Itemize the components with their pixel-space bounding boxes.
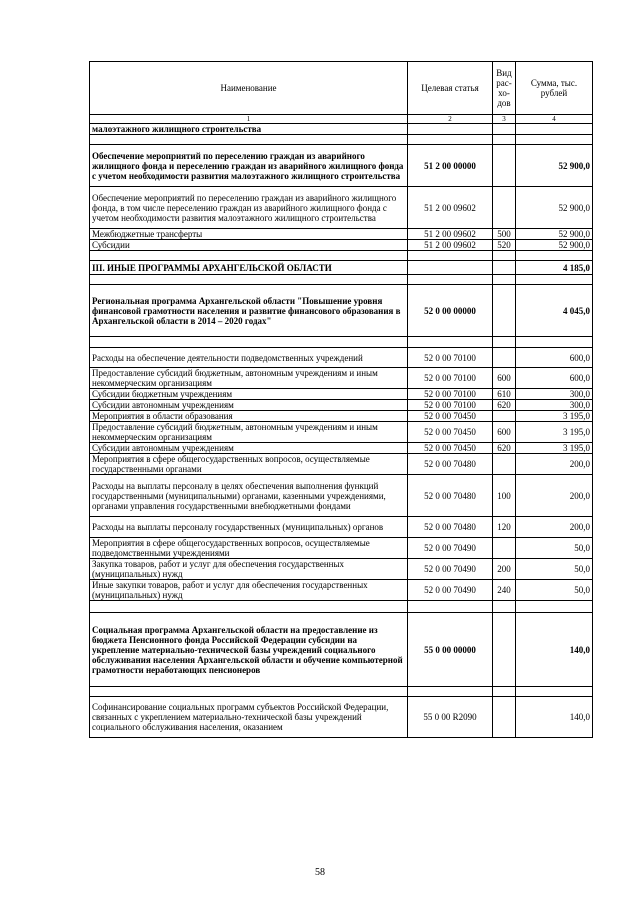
row-kind-cell — [493, 687, 516, 697]
table-row — [90, 348, 593, 368]
row-code-cell — [408, 261, 493, 275]
row-sum-cell: 200,0 — [516, 475, 593, 517]
row-sum-cell: 3 195,0 — [516, 411, 593, 422]
row-name-cell: Расходы на выплаты персоналу в целях обеспечения выполнения функций государственными (муниципальными) органами, казенными учреждениями, органами управления государственными внебюджетными фондами — [90, 475, 408, 517]
row-name-cell — [90, 135, 408, 145]
row-code-cell: 52 0 00 70100 — [408, 389, 493, 400]
row-sum-cell: 140,0 — [516, 697, 593, 738]
budget-table — [89, 61, 593, 738]
row-name-cell: Обеспечение мероприятий по переселению граждан из аварийного жилищного фонда, в том числе переселению граждан из аварийного жилищного фонда с учетом необходимости развития малоэтажного жилищного строительства — [90, 187, 408, 229]
row-code-cell — [408, 135, 493, 145]
table-row — [90, 261, 593, 275]
row-code-cell: 51 2 00 09602 — [408, 187, 493, 229]
table-row — [90, 697, 593, 738]
table-row — [90, 368, 593, 389]
row-kind-cell — [493, 337, 516, 348]
table-row — [90, 580, 593, 601]
row-sum-cell: 140,0 — [516, 613, 593, 687]
column-number-row — [90, 115, 593, 124]
column-number: 2 — [408, 115, 493, 124]
header-sum: Сумма, тыс. рублей — [516, 62, 593, 115]
row-name-cell: Расходы на обеспечение деятельности подведомственных учреждений — [90, 348, 408, 368]
row-kind-cell: 620 — [493, 443, 516, 454]
row-code-cell: 52 0 00 70450 — [408, 443, 493, 454]
row-kind-cell — [493, 187, 516, 229]
row-sum-cell — [516, 337, 593, 348]
row-sum-cell — [516, 601, 593, 613]
row-sum-cell: 52 900,0 — [516, 187, 593, 229]
row-name-cell: Субсидии автономным учреждениям — [90, 443, 408, 454]
header-row — [90, 62, 593, 115]
row-sum-cell: 300,0 — [516, 389, 593, 400]
row-name-cell: Региональная программа Архангельской области "Повышение уровня финансовой грамотности населения и развитие финансового образования в Архангельской области в 2014 – 2020 годах" — [90, 285, 408, 337]
row-kind-cell — [493, 261, 516, 275]
row-sum-cell: 600,0 — [516, 348, 593, 368]
column-number: 4 — [516, 115, 593, 124]
header-name: Наименование — [90, 62, 408, 115]
row-sum-cell: 200,0 — [516, 454, 593, 475]
row-kind-cell — [493, 613, 516, 687]
table-row — [90, 687, 593, 697]
row-sum-cell: 52 900,0 — [516, 229, 593, 240]
row-name-cell — [90, 687, 408, 697]
row-sum-cell: 4 045,0 — [516, 285, 593, 337]
table-row — [90, 251, 593, 261]
row-code-cell — [408, 687, 493, 697]
row-sum-cell — [516, 251, 593, 261]
row-code-cell — [408, 275, 493, 285]
row-name-cell: Обеспечение мероприятий по переселению граждан из аварийного жилищного фонда и переселению граждан из аварийного жилищного фонда с учетом необходимости развития малоэтажного жилищного строительства — [90, 145, 408, 187]
row-kind-cell: 240 — [493, 580, 516, 601]
row-sum-cell — [516, 124, 593, 135]
row-sum-cell: 52 900,0 — [516, 240, 593, 251]
row-name-cell: III. ИНЫЕ ПРОГРАММЫ АРХАНГЕЛЬСКОЙ ОБЛАСТИ — [90, 261, 408, 275]
row-code-cell: 51 2 00 09602 — [408, 229, 493, 240]
row-kind-cell — [493, 285, 516, 337]
table-row — [90, 475, 593, 517]
row-name-cell: Предоставление субсидий бюджетным, автономным учреждениям и иным некоммерческим организациям — [90, 422, 408, 443]
table-row — [90, 422, 593, 443]
row-code-cell: 52 0 00 70100 — [408, 348, 493, 368]
row-kind-cell — [493, 411, 516, 422]
row-code-cell — [408, 124, 493, 135]
row-kind-cell: 520 — [493, 240, 516, 251]
row-kind-cell — [493, 454, 516, 475]
row-code-cell: 52 0 00 70450 — [408, 422, 493, 443]
row-code-cell: 52 0 00 70490 — [408, 559, 493, 580]
column-number: 3 — [493, 115, 516, 124]
row-name-cell — [90, 601, 408, 613]
table-row — [90, 443, 593, 454]
row-code-cell: 52 0 00 70450 — [408, 411, 493, 422]
row-kind-cell — [493, 697, 516, 738]
table-row — [90, 124, 593, 135]
header-code: Целевая статья — [408, 62, 493, 115]
row-sum-cell: 600,0 — [516, 368, 593, 389]
row-sum-cell: 300,0 — [516, 400, 593, 411]
row-kind-cell — [493, 145, 516, 187]
row-name-cell: Субсидии автономным учреждениям — [90, 400, 408, 411]
row-code-cell: 52 0 00 70100 — [408, 400, 493, 411]
row-code-cell: 52 0 00 70480 — [408, 517, 493, 538]
row-code-cell: 55 0 00 00000 — [408, 613, 493, 687]
row-name-cell: Социальная программа Архангельской области на предоставление из бюджета Пенсионного фонда Российской Федерации субсидии на укрепление материально-технической базы учреждений социального обслуживания населения Архангельской области и обучение компьютерной грамотности неработающих пенсионеров — [90, 613, 408, 687]
row-kind-cell: 500 — [493, 229, 516, 240]
row-name-cell: Субсидии — [90, 240, 408, 251]
row-name-cell: Мероприятия в сфере общегосударственных вопросов, осуществляемые подведомственными учреждениями — [90, 538, 408, 559]
row-name-cell: Предоставление субсидий бюджетным, автономным учреждениям и иным некоммерческим организациям — [90, 368, 408, 389]
row-kind-cell: 600 — [493, 422, 516, 443]
row-kind-cell — [493, 251, 516, 261]
row-name-cell: Межбюджетные трансферты — [90, 229, 408, 240]
row-code-cell: 55 0 00 R2090 — [408, 697, 493, 738]
row-name-cell: Субсидии бюджетным учреждениям — [90, 389, 408, 400]
row-sum-cell: 50,0 — [516, 538, 593, 559]
row-kind-cell — [493, 275, 516, 285]
page-number: 58 — [315, 867, 325, 878]
row-sum-cell: 50,0 — [516, 580, 593, 601]
row-code-cell — [408, 601, 493, 613]
column-number: 1 — [90, 115, 408, 124]
row-name-cell: малоэтажного жилищного строительства — [90, 124, 408, 135]
row-code-cell: 51 2 00 09602 — [408, 240, 493, 251]
row-kind-cell: 120 — [493, 517, 516, 538]
table-row — [90, 275, 593, 285]
row-sum-cell: 4 185,0 — [516, 261, 593, 275]
table-row — [90, 337, 593, 348]
table-row — [90, 145, 593, 187]
row-code-cell — [408, 337, 493, 348]
header-kind: Вид рас- хо- дов — [493, 62, 516, 115]
table-row — [90, 187, 593, 229]
row-kind-cell: 620 — [493, 400, 516, 411]
table-row — [90, 538, 593, 559]
row-sum-cell: 200,0 — [516, 517, 593, 538]
row-kind-cell: 200 — [493, 559, 516, 580]
row-sum-cell — [516, 275, 593, 285]
row-code-cell: 52 0 00 70490 — [408, 538, 493, 559]
row-sum-cell: 52 900,0 — [516, 145, 593, 187]
row-kind-cell: 600 — [493, 368, 516, 389]
table-row — [90, 454, 593, 475]
row-name-cell: Мероприятия в сфере общегосударственных вопросов, осуществляемые государственными органами — [90, 454, 408, 475]
table-row — [90, 389, 593, 400]
row-code-cell: 52 0 00 70490 — [408, 580, 493, 601]
table-row — [90, 229, 593, 240]
row-sum-cell — [516, 135, 593, 145]
row-name-cell: Закупка товаров, работ и услуг для обеспечения государственных (муниципальных) нужд — [90, 559, 408, 580]
row-kind-cell — [493, 135, 516, 145]
table-row — [90, 517, 593, 538]
row-name-cell — [90, 337, 408, 348]
row-name-cell: Иные закупки товаров, работ и услуг для обеспечения государственных (муниципальных) нужд — [90, 580, 408, 601]
row-name-cell: Софинансирование социальных программ субъектов Российской Федерации, связанных с укреплением материально-технической базы учреждений социального обслуживания населения, оказанием — [90, 697, 408, 738]
row-sum-cell: 50,0 — [516, 559, 593, 580]
table-row — [90, 135, 593, 145]
table-row — [90, 613, 593, 687]
row-name-cell — [90, 251, 408, 261]
row-code-cell: 52 0 00 70480 — [408, 475, 493, 517]
table-row — [90, 601, 593, 613]
table-row — [90, 240, 593, 251]
table-row — [90, 559, 593, 580]
table-row — [90, 411, 593, 422]
row-code-cell: 52 0 00 70480 — [408, 454, 493, 475]
row-code-cell: 52 0 00 70100 — [408, 368, 493, 389]
row-sum-cell: 3 195,0 — [516, 422, 593, 443]
row-code-cell: 51 2 00 00000 — [408, 145, 493, 187]
row-kind-cell — [493, 124, 516, 135]
row-kind-cell — [493, 538, 516, 559]
row-sum-cell: 3 195,0 — [516, 443, 593, 454]
table-row — [90, 400, 593, 411]
row-name-cell: Расходы на выплаты персоналу государственных (муниципальных) органов — [90, 517, 408, 538]
row-kind-cell: 610 — [493, 389, 516, 400]
row-name-cell: Мероприятия в области образования — [90, 411, 408, 422]
row-kind-cell: 100 — [493, 475, 516, 517]
row-kind-cell — [493, 348, 516, 368]
row-name-cell — [90, 275, 408, 285]
row-kind-cell — [493, 601, 516, 613]
row-code-cell — [408, 251, 493, 261]
row-code-cell: 52 0 00 00000 — [408, 285, 493, 337]
table-row — [90, 285, 593, 337]
row-sum-cell — [516, 687, 593, 697]
